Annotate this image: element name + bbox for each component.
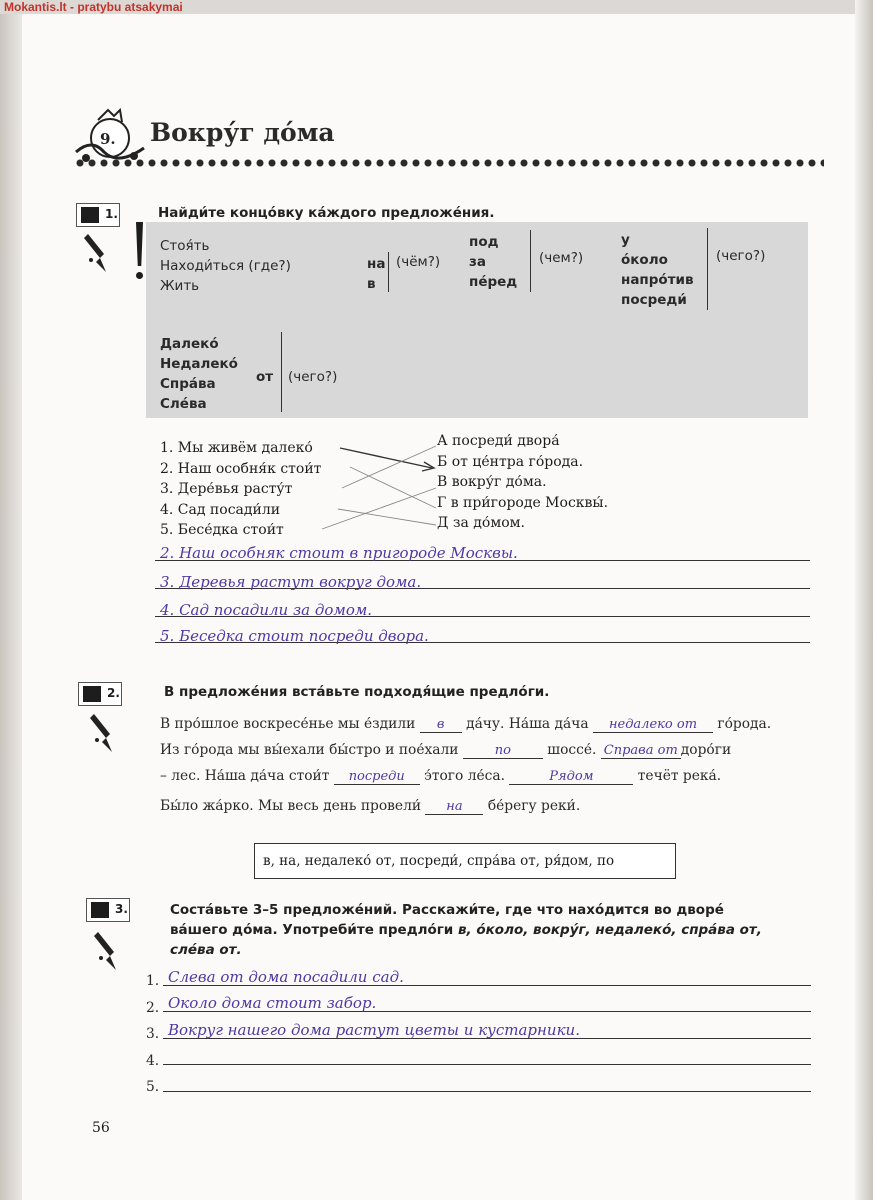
answer-line <box>163 1091 811 1092</box>
cloze-blank[interactable] <box>420 716 462 733</box>
title-divider <box>74 156 824 170</box>
sentence-beginnings <box>160 438 321 541</box>
prep: за <box>469 254 486 270</box>
adverb: Спра́ва <box>160 376 216 392</box>
prep: под <box>469 234 499 250</box>
sentence-start: 3. Дере́вья расту́т <box>160 481 293 497</box>
sentence-start: 1. Мы живём далеко́ <box>160 440 313 456</box>
handwritten-answer: 2. Наш особняк стоит в пригороде Москвы. <box>160 544 518 562</box>
cloze-text: – лес. На́ша да́ча стои́т <box>160 768 334 784</box>
cloze-text: Бы́ло жа́рко. Мы весь день провели́ <box>160 798 426 814</box>
watermark: Mokantis.lt - pratybu atsakymai <box>4 0 183 14</box>
handwritten-fill: Справа от <box>603 743 678 758</box>
cloze-text: э́того ле́са. <box>419 768 510 784</box>
cloze-blank[interactable] <box>593 716 713 733</box>
handwritten-fill: на <box>446 799 463 814</box>
pen-icon <box>82 232 110 276</box>
instruction-line: Соста́вьте 3–5 предложе́ний. Расскажи́те, где что нахо́дится во дворе́ <box>170 902 724 918</box>
prep: от <box>256 369 274 385</box>
verb-be-located: Находи́ться (где?) <box>160 258 291 274</box>
cloze-text: да́чу. На́ша да́ча <box>461 716 593 732</box>
prep-group-3 <box>621 230 694 310</box>
table-divider <box>388 252 389 292</box>
word-bank: в, на, недалеко́ от, посреди́, спра́ва от, ря́дом, по <box>263 853 615 869</box>
verb-list <box>160 236 291 296</box>
task-1-badge <box>76 203 120 227</box>
page-binding-edge <box>0 14 22 1200</box>
table-divider <box>530 230 531 292</box>
cloze-text: В про́шлое воскресе́нье мы е́здили <box>160 716 420 732</box>
cloze-blank[interactable] <box>463 742 543 759</box>
sentence-end: В вокру́г до́ма. <box>437 474 547 490</box>
cloze-line-2 <box>160 742 731 759</box>
prep: в <box>367 276 376 292</box>
case-question: (чём?) <box>396 254 441 270</box>
sentence-start: 4. Сад посади́ли <box>160 501 281 518</box>
instruction-part: ва́шего до́ма. Употреби́те предло́ги <box>170 922 458 938</box>
task-3-number: 3. <box>115 902 128 916</box>
line-number: 2. <box>146 999 160 1016</box>
handwritten-fill: в <box>436 717 445 732</box>
task-2-instruction: В предложе́ния вста́вьте подходя́щие предло́ги. <box>164 684 550 700</box>
attention-icon <box>133 222 145 282</box>
cloze-text: Из го́рода мы вы́ехали бы́стро и пое́хали <box>160 742 463 758</box>
handwritten-answer: Около дома стоит забор. <box>168 994 377 1012</box>
prep: у <box>621 232 630 248</box>
cloze-blank[interactable] <box>601 742 681 759</box>
prep-group-1 <box>367 254 385 294</box>
table-divider <box>707 228 708 310</box>
adverb: Сле́ва <box>160 396 207 412</box>
handwritten-answer: Вокруг нашего дома растут цветы и кустарники. <box>168 1021 580 1039</box>
table-divider <box>281 332 282 412</box>
sentence-end: Г в при́городе Москвы́. <box>437 494 609 511</box>
answer-line <box>163 1064 811 1065</box>
cloze-line-3 <box>160 768 721 785</box>
pen-icon <box>88 712 116 756</box>
instruction-line <box>170 920 762 940</box>
pen-icon <box>92 930 120 974</box>
cloze-blank[interactable] <box>425 798 483 815</box>
case-question: (чего?) <box>716 248 766 264</box>
task-1-instruction: Найди́те концо́вку ка́ждого предложе́ния. <box>158 205 495 221</box>
task-2-badge <box>78 682 122 706</box>
handwritten-answer: 3. Деревья растут вокруг дома. <box>160 573 422 591</box>
adverb: Недалеко́ <box>160 356 238 372</box>
verb-live: Жить <box>160 278 200 294</box>
word-bank-box <box>254 843 676 879</box>
adverb: Далеко́ <box>160 336 219 352</box>
lesson-title: Вокру́г до́ма <box>150 118 335 147</box>
matching-lines <box>300 430 450 540</box>
cloze-line-4 <box>160 798 580 815</box>
sentence-start: 5. Бесе́дка стои́т <box>160 522 284 538</box>
cloze-line-1 <box>160 716 771 733</box>
cloze-text: го́рода. <box>712 716 772 732</box>
case-question: (чем?) <box>539 250 584 266</box>
line-number: 3. <box>146 1026 160 1042</box>
prep: о́коло <box>621 252 668 268</box>
task-2-number: 2. <box>107 686 120 700</box>
page-side-edge <box>855 0 873 1200</box>
prep: на <box>367 256 386 272</box>
task-3-badge <box>86 898 130 922</box>
cloze-blank[interactable] <box>509 768 633 785</box>
handwritten-answer: 5. Беседка стоит посреди двора. <box>160 627 429 645</box>
task-3-instruction <box>170 900 762 960</box>
sentence-end: Б от це́нтра го́рода. <box>437 453 584 470</box>
page-number: 56 <box>92 1120 110 1136</box>
cloze-blank[interactable] <box>334 768 420 785</box>
instruction-prepositions: сле́ва от. <box>170 942 242 958</box>
lesson-number: 9. <box>100 130 116 148</box>
handwritten-answer: Слева от дома посадили сад. <box>168 968 404 986</box>
line-number: 1. <box>146 973 160 989</box>
line-number: 5. <box>146 1079 160 1095</box>
case-question: (чего?) <box>288 369 338 385</box>
prep: напро́тив <box>621 272 694 288</box>
sentence-endings <box>437 431 608 534</box>
cloze-text: бе́регу реки́. <box>483 798 581 814</box>
adverb-list <box>160 334 238 414</box>
handwritten-answer: 4. Сад посадили за домом. <box>160 601 373 619</box>
handwritten-fill: посреди <box>348 769 405 784</box>
instruction-prepositions: в, о́коло, вокру́г, недалеко́, спра́ва от, <box>457 922 762 938</box>
handwritten-fill: Рядом <box>549 769 594 784</box>
prep: пе́ред <box>469 274 518 290</box>
sentence-start: 2. Наш особня́к стои́т <box>160 460 322 477</box>
prep: посреди́ <box>621 292 687 308</box>
handwritten-fill: по <box>494 743 511 758</box>
prep-group-2 <box>469 232 517 292</box>
line-number: 4. <box>146 1052 160 1069</box>
cloze-text: шоссе́. <box>542 742 601 758</box>
task-1-number: 1. <box>105 207 118 221</box>
sentence-end: Д за до́мом. <box>437 515 525 531</box>
task-3-numbers <box>146 968 159 1101</box>
verb-stand: Стоя́ть <box>160 238 210 254</box>
cloze-text: течёт река́. <box>633 768 722 784</box>
sentence-end: А посреди́ двора́ <box>437 433 560 449</box>
cloze-text: доро́ги <box>680 742 732 758</box>
handwritten-fill: недалеко от <box>608 717 698 732</box>
